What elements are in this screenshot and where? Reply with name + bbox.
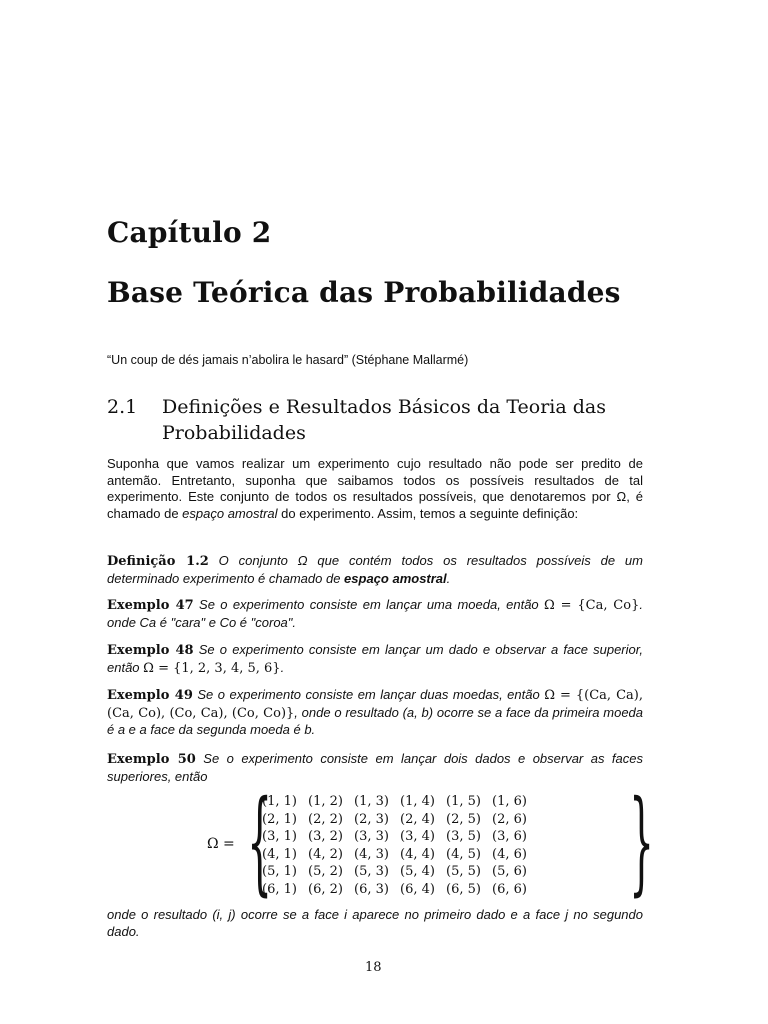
page bbox=[107, 0, 655, 1024]
intro-paragraph bbox=[107, 456, 643, 522]
matrix-cell: (1, 4) bbox=[400, 794, 435, 809]
matrix-cell: (5, 2) bbox=[308, 864, 343, 879]
example-50-text: Se o experimento consiste em lançar dois dados e observar as faces superiores, então bbox=[107, 751, 643, 784]
intro-text-1: Suponha que vamos realizar um experimento cujo resultado não pode ser predito de antemão. Entretanto, suponha que saibamos todos os possíveis resultados de tal experimento. Este conjunto de todos os resultados possíveis, que denotaremos por Ω, é chamado de bbox=[107, 456, 643, 521]
chapter-label: Capítulo 2 bbox=[107, 216, 272, 249]
matrix-cell: (6, 5) bbox=[446, 881, 481, 897]
example-48-text: Se o experimento consiste em lançar um dado e observar a face superior, então bbox=[107, 642, 643, 675]
intro-term: espaço amostral bbox=[182, 505, 278, 521]
definition-end: . bbox=[446, 570, 451, 586]
matrix-cell: (4, 5) bbox=[446, 846, 481, 862]
chapter-title: Base Teórica das Probabilidades bbox=[107, 276, 621, 309]
matrix-cell: (5, 1) bbox=[262, 864, 297, 879]
matrix-cell: (2, 6) bbox=[492, 811, 527, 827]
section-title: Definições e Resultados Básicos da Teoria das Probabilidades bbox=[162, 396, 606, 444]
definition-label: Definição 1.2 bbox=[107, 554, 209, 569]
example-47-end: . onde Ca é "cara" e Co é "coroa". bbox=[107, 597, 643, 630]
matrix-cell: (5, 3) bbox=[354, 864, 389, 879]
matrix-cell: (1, 1) bbox=[262, 794, 297, 809]
epigraph: “Un coup de dés jamais n’abolira le hasard” (Stéphane Mallarmé) bbox=[107, 353, 469, 367]
example-47 bbox=[107, 597, 643, 631]
matrix-cell: (5, 5) bbox=[446, 864, 481, 879]
matrix-cell: (1, 3) bbox=[354, 794, 389, 809]
matrix-cell: (2, 4) bbox=[400, 811, 435, 827]
example-49-end: , onde o resultado (a, b) ocorre se a face da primeira moeda é a e a face da segunda moeda é b. bbox=[107, 704, 644, 737]
sample-space-matrix bbox=[207, 777, 655, 907]
example-48-math: Ω = {1, 2, 3, 4, 5, 6} bbox=[143, 660, 281, 676]
matrix-cell: (1, 2) bbox=[308, 794, 343, 809]
example-49-math: Ω = {(Ca, Ca), (Ca, Co), (Co, Ca), (Co, Co)} bbox=[107, 688, 643, 721]
example-47-math: Ω = {Ca, Co} bbox=[544, 598, 640, 613]
matrix-cell: (2, 3) bbox=[354, 811, 389, 827]
matrix-cell: (3, 6) bbox=[492, 829, 527, 844]
right-brace: } bbox=[629, 777, 655, 907]
matrix-cell: (6, 3) bbox=[354, 881, 389, 897]
matrix-cell: (2, 2) bbox=[308, 811, 343, 827]
matrix-cell: (4, 2) bbox=[308, 846, 343, 862]
matrix-cell: (6, 1) bbox=[262, 881, 297, 897]
example-50-after: onde o resultado (i, j) ocorre se a face i aparece no primeiro dado e a face j no segundo dado. bbox=[107, 907, 643, 939]
matrix-cell: (4, 6) bbox=[492, 846, 527, 862]
example-49 bbox=[107, 687, 643, 739]
example-49-text: Se o experimento consiste em lançar duas moedas, então bbox=[197, 687, 545, 702]
intro-text-2: do experimento. Assim, temos a seguinte definição: bbox=[277, 505, 579, 521]
matrix-cell: (5, 6) bbox=[492, 864, 527, 879]
page-number: 18 bbox=[365, 960, 382, 975]
matrix-cell: (3, 3) bbox=[354, 829, 389, 844]
matrix-cell: (6, 4) bbox=[400, 881, 435, 897]
matrix-cell: (1, 6) bbox=[492, 794, 527, 809]
matrix-cell: (3, 2) bbox=[308, 829, 343, 844]
matrix-cell: (2, 5) bbox=[446, 811, 481, 827]
example-47-text: Se o experimento consiste em lançar uma moeda, então bbox=[199, 597, 544, 612]
example-48 bbox=[107, 642, 643, 677]
matrix-cell: (4, 3) bbox=[354, 846, 389, 862]
matrix-grid bbox=[257, 794, 577, 898]
matrix-cell: (3, 4) bbox=[400, 829, 435, 844]
matrix-cell: (3, 1) bbox=[262, 829, 297, 844]
matrix-cell: (2, 1) bbox=[262, 811, 297, 827]
matrix-cell: (3, 5) bbox=[446, 829, 481, 844]
definition-text: O conjunto Ω que contém todos os resultados possíveis de um determinado experimento é chamado de bbox=[107, 553, 643, 586]
matrix-cell: (4, 1) bbox=[262, 846, 297, 862]
example-50-label: Exemplo 50 bbox=[107, 752, 196, 767]
matrix-cell: (4, 4) bbox=[400, 846, 435, 862]
omega-equals: Ω = bbox=[207, 836, 235, 852]
left-brace: { bbox=[247, 777, 273, 907]
definition-term: espaço amostral bbox=[344, 570, 447, 586]
matrix-cell: (6, 6) bbox=[492, 881, 527, 897]
definition-block bbox=[107, 553, 643, 587]
example-47-label: Exemplo 47 bbox=[107, 598, 194, 613]
example-48-end: . bbox=[280, 659, 285, 675]
matrix-cell: (5, 4) bbox=[400, 864, 435, 879]
example-48-label: Exemplo 48 bbox=[107, 643, 194, 658]
matrix-cell: (6, 2) bbox=[308, 881, 343, 897]
example-50 bbox=[107, 751, 643, 785]
section-number: 2.1 bbox=[107, 396, 138, 418]
matrix-cell: (1, 5) bbox=[446, 794, 481, 809]
example-49-label: Exemplo 49 bbox=[107, 688, 193, 703]
